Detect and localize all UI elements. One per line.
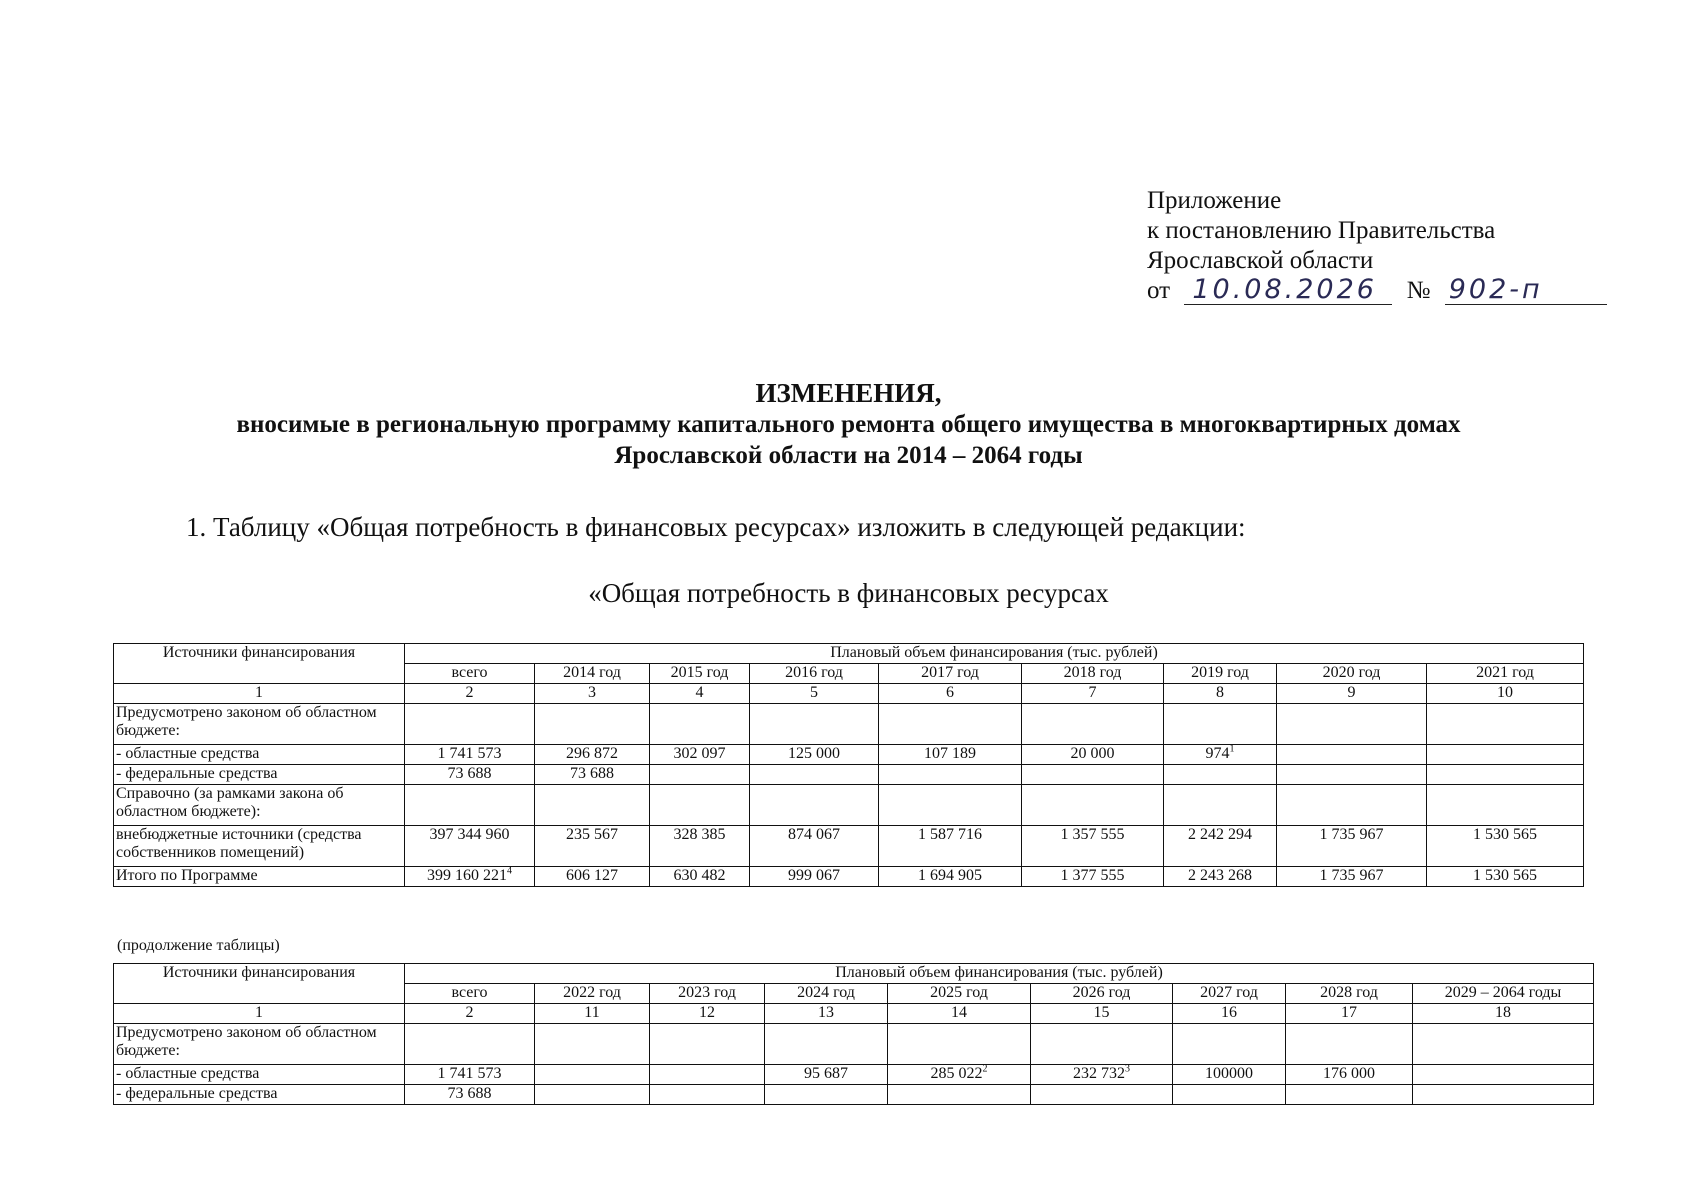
footnote-marker: 4	[507, 866, 512, 877]
table-cell	[650, 765, 750, 785]
column-number: 11	[535, 1004, 650, 1024]
column-number: 17	[1286, 1004, 1413, 1024]
table-row	[114, 704, 1584, 745]
table-cell	[1022, 867, 1164, 887]
plan-header: Плановый объем финансирования (тыс. рублей)	[405, 964, 1594, 984]
financing-table-2	[113, 963, 1594, 1105]
table-cell	[535, 867, 650, 887]
table-row	[114, 1024, 1594, 1065]
column-number: 10	[1427, 684, 1584, 704]
table-cell	[1277, 867, 1427, 887]
cell-value: 630 482	[673, 867, 726, 884]
column-header: 2016 год	[750, 664, 879, 684]
cell-value: 974	[1205, 745, 1230, 762]
handwritten-number: 902-п	[1445, 276, 1607, 305]
table-cell	[1031, 1024, 1173, 1065]
table-cell	[1031, 1065, 1173, 1085]
cell-value: 176 000	[1323, 1065, 1375, 1082]
table-cell	[650, 867, 750, 887]
table-row	[114, 826, 1584, 867]
table-cell	[1022, 765, 1164, 785]
cell-value: 1 735 967	[1319, 867, 1384, 884]
table-cell	[1277, 745, 1427, 765]
table-cell	[750, 765, 879, 785]
instruction-text: 1. Таблицу «Общая потребность в финансовых ресурсах» изложить в следующей редакции:	[186, 512, 1246, 542]
column-number: 3	[535, 684, 650, 704]
column-header: 2021 год	[1427, 664, 1584, 684]
appendix-line3: Ярославской области	[1147, 247, 1374, 274]
cell-value: 1 377 555	[1060, 867, 1125, 884]
column-header: 2028 год	[1286, 984, 1413, 1004]
table-row	[114, 765, 1584, 785]
table-cell	[405, 867, 535, 887]
cell-value: 1 587 716	[918, 826, 982, 843]
row-label: - областные средства	[114, 1065, 405, 1085]
column-number: 6	[879, 684, 1022, 704]
table-cell	[888, 1085, 1031, 1105]
cell-value: 296 872	[566, 745, 618, 762]
table-cell	[1277, 765, 1427, 785]
column-number: 15	[1031, 1004, 1173, 1024]
table-cell	[535, 745, 650, 765]
cell-value: 73 688	[570, 765, 614, 782]
column-header: 2017 год	[879, 664, 1022, 684]
cell-value: 1 741 573	[437, 745, 502, 762]
table-cell	[1022, 826, 1164, 867]
table-cell	[1413, 1085, 1594, 1105]
column-header: всего	[405, 984, 535, 1004]
table-row	[114, 785, 1584, 826]
table-cell	[1164, 785, 1277, 826]
column-header: 2024 год	[765, 984, 888, 1004]
cell-value: 235 567	[566, 826, 618, 843]
column-header: 2014 год	[535, 664, 650, 684]
table-cell	[1427, 704, 1584, 745]
table-cell	[650, 826, 750, 867]
table-cell	[535, 1085, 650, 1105]
table-cell	[1286, 1065, 1413, 1085]
footnote-marker: 3	[1125, 1064, 1130, 1075]
cell-value: 73 688	[447, 1085, 492, 1102]
column-number: 7	[1022, 684, 1164, 704]
column-header: всего	[405, 664, 535, 684]
table-cell	[1164, 826, 1277, 867]
column-number: 5	[750, 684, 879, 704]
table-cell	[879, 704, 1022, 745]
cell-value: 285 022	[930, 1065, 983, 1082]
table-cell	[750, 704, 879, 745]
row-label: Предусмотрено законом об областном бюджете:	[114, 704, 405, 745]
row-label: Итого по Программе	[114, 867, 405, 887]
column-number: 2	[405, 684, 535, 704]
column-number: 2	[405, 1004, 535, 1024]
table-cell	[1277, 785, 1427, 826]
cell-value: 20 000	[1070, 745, 1115, 762]
table-cell	[765, 1024, 888, 1065]
table-cell	[535, 704, 650, 745]
column-number: 18	[1413, 1004, 1594, 1024]
column-number: 14	[888, 1004, 1031, 1024]
row-label: Предусмотрено законом об областном бюджете:	[114, 1024, 405, 1065]
column-header: 2026 год	[1031, 984, 1173, 1004]
table-cell	[535, 1024, 650, 1065]
table-cell	[650, 1024, 765, 1065]
cell-value: 1 741 573	[437, 1065, 502, 1082]
date-prefix: от	[1147, 277, 1171, 304]
table-cell	[650, 1065, 765, 1085]
cell-value: 606 127	[566, 867, 618, 884]
column-header: 2019 год	[1164, 664, 1277, 684]
table-cell	[750, 745, 879, 765]
table-cell	[888, 1065, 1031, 1085]
table-cell	[405, 785, 535, 826]
document-title	[0, 378, 1697, 471]
column-header: 2022 год	[535, 984, 650, 1004]
column-number: 1	[114, 684, 405, 704]
table-cell	[1022, 785, 1164, 826]
column-number: 4	[650, 684, 750, 704]
table-cell	[879, 867, 1022, 887]
column-header: 2018 год	[1022, 664, 1164, 684]
table-cell	[750, 867, 879, 887]
table-cell	[1286, 1085, 1413, 1105]
title-line1: ИЗМЕНЕНИЯ,	[755, 378, 942, 408]
cell-value: 95 687	[804, 1065, 848, 1082]
column-header: 2023 год	[650, 984, 765, 1004]
table-cell	[1427, 765, 1584, 785]
table-cell	[535, 826, 650, 867]
number-prefix: №	[1406, 277, 1431, 304]
table-cell	[650, 785, 750, 826]
cell-value: 1 735 967	[1319, 826, 1384, 843]
table-cell	[405, 826, 535, 867]
cell-value: 999 067	[788, 867, 840, 884]
table-cell	[535, 1065, 650, 1085]
table-cell	[650, 704, 750, 745]
column-header: 2025 год	[888, 984, 1031, 1004]
table-cell	[650, 745, 750, 765]
table-cell	[1022, 704, 1164, 745]
table-cell	[1164, 704, 1277, 745]
table-cell	[879, 745, 1022, 765]
cell-value: 302 097	[673, 745, 726, 762]
column-header: 2020 год	[1277, 664, 1427, 684]
row-label: внебюджетные источники (средства собственников помещений)	[114, 826, 405, 867]
column-number: 13	[765, 1004, 888, 1024]
column-number: 8	[1164, 684, 1277, 704]
table-cell	[1031, 1085, 1173, 1105]
table-cell	[879, 785, 1022, 826]
table-cell	[1277, 826, 1427, 867]
title-line3: Ярославской области на 2014 – 2064 годы	[614, 442, 1083, 469]
table-cell	[750, 785, 879, 826]
row-label: Справочно (за рамками закона об областном бюджете):	[114, 785, 405, 826]
table-row	[114, 1065, 1594, 1085]
column-header: 2015 год	[650, 664, 750, 684]
table-cell	[765, 1085, 888, 1105]
table-cell	[405, 1065, 535, 1085]
column-header: 2027 год	[1173, 984, 1286, 1004]
plan-header: Плановый объем финансирования (тыс. рублей)	[405, 644, 1584, 664]
source-header: Источники финансирования	[114, 644, 405, 684]
cell-value: 73 688	[447, 765, 492, 782]
cell-value: 125 000	[788, 745, 840, 762]
footnote-marker: 1	[1229, 744, 1235, 755]
table-cell	[1164, 765, 1277, 785]
financing-table-1	[113, 643, 1584, 887]
table-cell	[1413, 1065, 1594, 1085]
table-cell	[1173, 1024, 1286, 1065]
table-cell	[1427, 867, 1584, 887]
handwritten-date: 10.08.2026	[1184, 276, 1392, 305]
footnote-marker: 2	[982, 1064, 988, 1075]
table-row	[114, 745, 1584, 765]
table-cell	[1286, 1024, 1413, 1065]
column-number: 16	[1173, 1004, 1286, 1024]
table-cell	[405, 704, 535, 745]
table-cell	[1427, 785, 1584, 826]
table-cell	[1413, 1024, 1594, 1065]
table-cell	[1173, 1085, 1286, 1105]
cell-value: 2 242 294	[1188, 826, 1252, 843]
table-cell	[1173, 1065, 1286, 1085]
column-header: 2029 – 2064 годы	[1413, 984, 1594, 1004]
table-cell	[1022, 745, 1164, 765]
appendix-date-row	[1147, 276, 1607, 306]
cell-value: 2 243 268	[1188, 867, 1252, 884]
table-cell	[405, 745, 535, 765]
table-cell	[888, 1024, 1031, 1065]
table-cell	[1164, 745, 1277, 765]
column-number: 9	[1277, 684, 1427, 704]
cell-value: 874 067	[788, 826, 840, 843]
cell-value: 397 344 960	[429, 826, 510, 843]
cell-value: 1 694 905	[918, 867, 982, 884]
cell-value: 399 160 221	[427, 867, 507, 884]
table-cell	[1164, 867, 1277, 887]
continuation-label: (продолжение таблицы)	[117, 937, 280, 954]
column-number: 12	[650, 1004, 765, 1024]
row-label: - областные средства	[114, 745, 405, 765]
cell-value: 1 530 565	[1473, 826, 1537, 843]
table-cell	[750, 826, 879, 867]
appendix-block	[1147, 186, 1607, 306]
title-line2: вносимые в региональную программу капитального ремонта общего имущества в многоквартирных домах	[236, 411, 1461, 438]
table-cell	[1277, 704, 1427, 745]
table-row	[114, 1085, 1594, 1105]
row-label: - федеральные средства	[114, 1085, 405, 1105]
table-cell	[879, 826, 1022, 867]
table-cell	[535, 765, 650, 785]
table-cell	[405, 1085, 535, 1105]
table-row	[114, 867, 1584, 887]
column-number: 1	[114, 1004, 405, 1024]
cell-value: 100000	[1205, 1065, 1253, 1082]
table-cell	[879, 765, 1022, 785]
table-cell	[535, 785, 650, 826]
table-cell	[405, 1024, 535, 1065]
cell-value: 232 732	[1073, 1065, 1125, 1082]
appendix-line1: Приложение	[1147, 187, 1282, 214]
cell-value: 328 385	[673, 826, 726, 843]
cell-value: 1 530 565	[1473, 867, 1537, 884]
table-title: «Общая потребность в финансовых ресурсах	[588, 578, 1109, 608]
appendix-line2: к постановлению Правительства	[1147, 217, 1496, 244]
table-cell	[1427, 826, 1584, 867]
row-label: - федеральные средства	[114, 765, 405, 785]
table-cell	[1427, 745, 1584, 765]
cell-value: 1 357 555	[1060, 826, 1125, 843]
source-header: Источники финансирования	[114, 964, 405, 1004]
table-cell	[765, 1065, 888, 1085]
table-cell	[650, 1085, 765, 1105]
cell-value: 107 189	[924, 745, 976, 762]
table-cell	[405, 765, 535, 785]
